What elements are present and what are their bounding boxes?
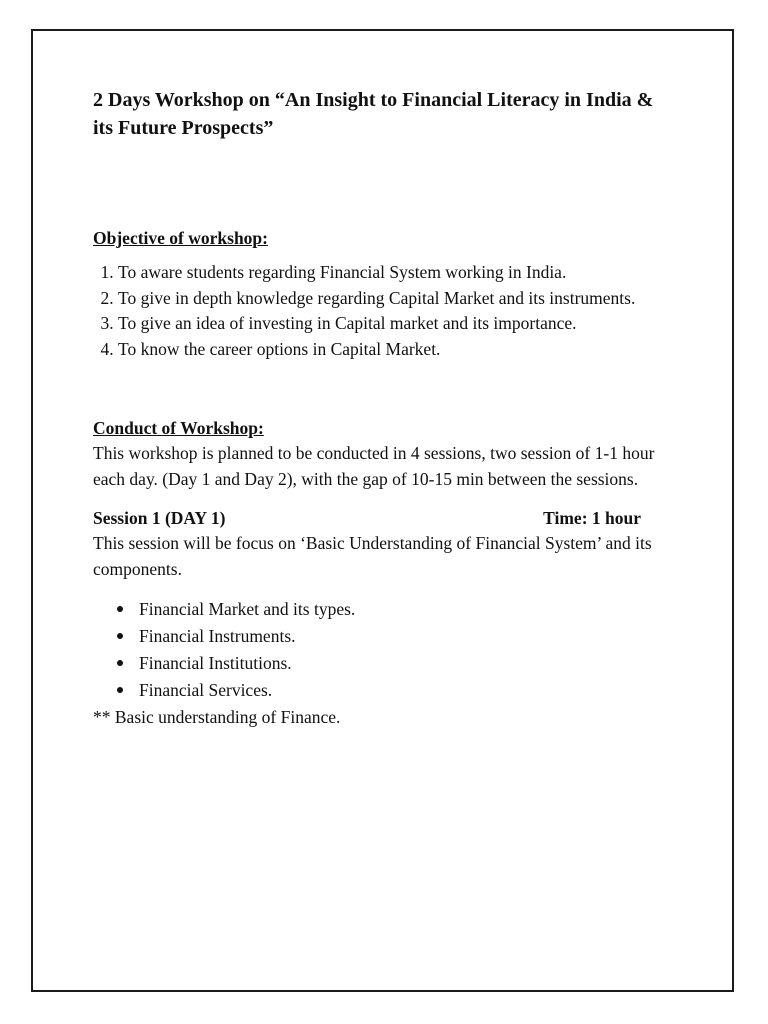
topic-item: [93, 596, 673, 623]
document-title: 2 Days Workshop on “An Insight to Financial Literacy in India & its Future Prospects”: [93, 89, 654, 139]
conduct-heading: Conduct of Workshop:: [93, 418, 264, 438]
topic-label: Financial Market and its types.: [139, 599, 356, 619]
session-description: This session will be focus on ‘Basic Understanding of Financial System’ and its components.: [93, 533, 652, 579]
topic-label: Financial Services.: [139, 680, 273, 700]
bullet-icon: [117, 660, 123, 666]
objective-heading: Objective of workshop:: [93, 228, 268, 248]
topic-item: [93, 650, 673, 677]
session-label: Session 1 (DAY 1): [93, 508, 226, 528]
objective-item: 3. To give an idea of investing in Capital market and its importance.: [118, 311, 673, 337]
objective-item: 1. To aware students regarding Financial System working in India.: [118, 260, 673, 286]
bullet-icon: [117, 606, 123, 612]
objectives-list: [93, 260, 673, 362]
document-body: [93, 86, 673, 730]
session-time: Time: 1 hour: [543, 508, 641, 528]
topic-item: [93, 623, 673, 650]
bullet-icon: [117, 633, 123, 639]
topic-label: Financial Instruments.: [139, 626, 296, 646]
session-topics-list: [93, 596, 673, 704]
conduct-paragraph: This workshop is planned to be conducted in 4 sessions, two session of 1-1 hour each day. (Day 1 and Day 2), with the gap of 10-15 min between the sessions.: [93, 443, 655, 489]
bullet-icon: [117, 687, 123, 693]
session-header: [93, 506, 641, 530]
session-note: ** Basic understanding of Finance.: [93, 707, 341, 727]
topic-item: [93, 677, 673, 704]
topic-label: Financial Institutions.: [139, 653, 292, 673]
objective-item: 2. To give in depth knowledge regarding Capital Market and its instruments.: [118, 286, 673, 312]
objective-item: 4. To know the career options in Capital Market.: [118, 337, 673, 363]
